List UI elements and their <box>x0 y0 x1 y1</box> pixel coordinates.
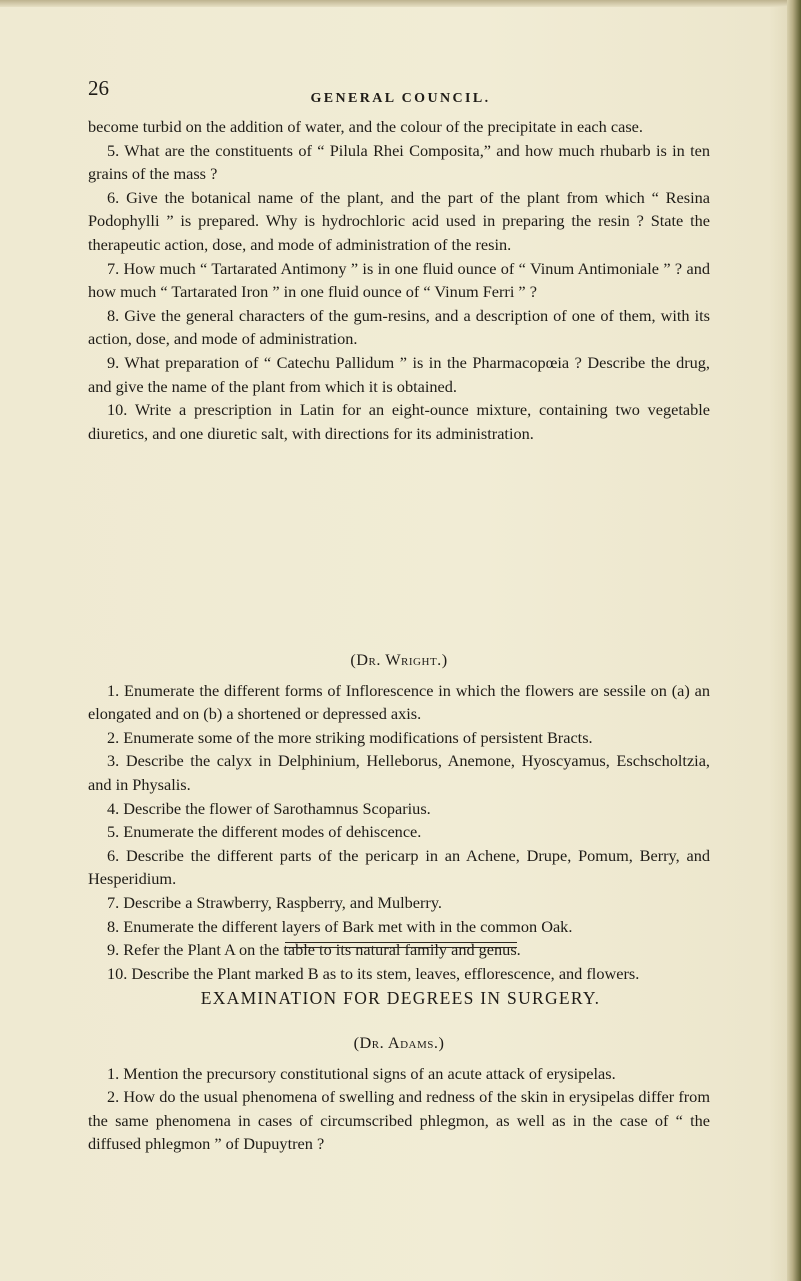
question-continuation: become turbid on the addition of water, and the colour of the precipitate in each case. <box>88 117 643 136</box>
question-5: 5. What are the constituents of “ Pilula Rhei Composita,” and how much rhubarb is in ten grains of the mass ? <box>88 140 710 184</box>
question-10: 10. Write a prescription in Latin for an eight-ounce mixture, containing two vegetable diuretics, and one diuretic salt, with directions for its administration. <box>88 400 710 443</box>
section-surgery <box>88 1023 710 1156</box>
question-9: 9. What preparation of “ Catechu Pallidum ” is in the Pharmacopœia ? Describe the drug, and give the name of the plant from which it is obtained. <box>88 352 710 396</box>
question-2: 2. How do the usual phenomena of swelling and redness of the skin in erysipelas differ from the same phenomena in cases of circumscribed phlegmon, as well as in the case of “ the diffused phlegmon ” of Dupuytren ? <box>88 1087 710 1154</box>
question-8: 8. Enumerate the different layers of Bark met with in the common Oak. <box>107 916 573 936</box>
question-5: 5. Enumerate the different modes of dehiscence. <box>107 822 422 842</box>
question-7: 7. How much “ Tartarated Antimony ” is in one fluid ounce of “ Vinum Antimoniale ” ? and how much “ Tartarated Iron ” in one fluid ounce of “ Vinum Ferri ” ? <box>88 258 710 302</box>
page-top-edge <box>0 0 801 7</box>
section-materia-medica <box>88 115 710 445</box>
question-3: 3. Describe the calyx in Delphinium, Helleborus, Anemone, Hyoscyamus, Eschscholtzia, and in Physalis. <box>88 751 710 794</box>
examiner-attribution: (Dr. Wright.) <box>350 650 448 669</box>
running-head: GENERAL COUNCIL. <box>310 91 491 106</box>
question-10: 10. Describe the Plant marked B as to its stem, leaves, efflorescence, and flowers. <box>107 963 640 983</box>
question-9: 9. Refer the Plant A on the table to its natural family and genus. <box>107 940 521 960</box>
question-4: 4. Describe the flower of Sarothamnus Scoparius. <box>107 798 431 818</box>
question-8: 8. Give the general characters of the gum-resins, and a description of one of them, with its action, dose, and mode of administration. <box>88 305 710 349</box>
section-divider-double-rule <box>285 942 517 948</box>
question-7: 7. Describe a Strawberry, Raspberry, and Mulberry. <box>107 892 443 912</box>
question-6: 6. Give the botanical name of the plant, and the part of the plant from which “ Resina Podophylli ” is prepared. Why is hydrochloric acid used in preparing the resin ? State the therapeutic action, dose, and mode of administration of the resin. <box>88 187 710 254</box>
question-1: 1. Enumerate the different forms of Inflorescence in which the flowers are sessile on (a) an elongated and on (b) a shortened or depressed axis. <box>88 680 710 724</box>
section-heading: EXAMINATION FOR DEGREES IN SURGERY. <box>200 988 601 1008</box>
question-2: 2. Enumerate some of the more striking modifications of persistent Bracts. <box>107 727 593 747</box>
page-right-edge <box>787 0 801 1281</box>
page-number: 26 <box>88 76 109 100</box>
section-botany <box>88 640 710 985</box>
examiner-attribution: (Dr. Adams.) <box>353 1033 445 1052</box>
question-1: 1. Mention the precursory constitutional signs of an acute attack of erysipelas. <box>107 1063 616 1083</box>
question-6: 6. Describe the different parts of the pericarp in an Achene, Drupe, Pomum, Berry, and Hesperidium. <box>88 845 710 889</box>
